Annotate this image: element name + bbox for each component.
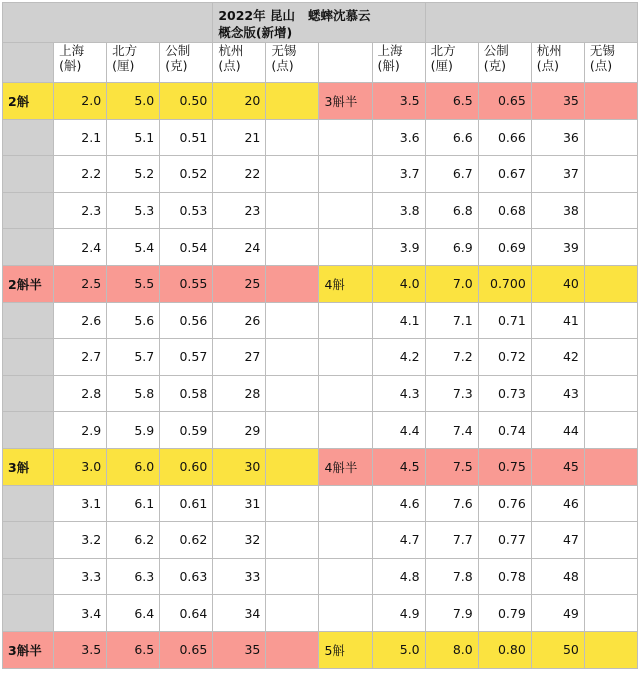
table-row bbox=[3, 631, 638, 668]
right-cell-gongzhi: 0.71 bbox=[478, 302, 531, 339]
right-cell-shanghai: 3.5 bbox=[372, 83, 425, 120]
right-cell-gongzhi: 0.69 bbox=[478, 229, 531, 266]
header-right-gongzhi: 公制 (克) bbox=[478, 43, 531, 83]
right-cell-beifang: 7.0 bbox=[425, 265, 478, 302]
left-cell-shanghai: 2.9 bbox=[54, 412, 107, 449]
left-cell-gongzhi: 0.54 bbox=[160, 229, 213, 266]
conversion-table bbox=[2, 2, 638, 669]
left-cell-hangzhou: 29 bbox=[213, 412, 266, 449]
right-cell-gongzhi: 0.67 bbox=[478, 156, 531, 193]
left-cell-gongzhi: 0.61 bbox=[160, 485, 213, 522]
left-cell-hangzhou: 26 bbox=[213, 302, 266, 339]
right-cell-gongzhi: 0.78 bbox=[478, 558, 531, 595]
right-cell-hangzhou: 49 bbox=[531, 595, 584, 632]
right-cell-shanghai: 4.3 bbox=[372, 375, 425, 412]
right-cell-beifang: 7.4 bbox=[425, 412, 478, 449]
right-level-label bbox=[319, 339, 372, 376]
right-cell-beifang: 6.8 bbox=[425, 192, 478, 229]
left-cell-hangzhou: 28 bbox=[213, 375, 266, 412]
left-level-label bbox=[3, 302, 54, 339]
left-cell-shanghai: 3.5 bbox=[54, 631, 107, 668]
header-left-hangzhou: 杭州 (点) bbox=[213, 43, 266, 83]
right-cell-wuxi bbox=[584, 558, 637, 595]
left-level-label: 2斛 bbox=[3, 83, 54, 120]
header-right-hangzhou: 杭州 (点) bbox=[531, 43, 584, 83]
left-cell-beifang: 5.3 bbox=[107, 192, 160, 229]
right-cell-shanghai: 4.2 bbox=[372, 339, 425, 376]
right-cell-shanghai: 4.0 bbox=[372, 265, 425, 302]
right-cell-shanghai: 4.8 bbox=[372, 558, 425, 595]
table-row bbox=[3, 375, 638, 412]
left-cell-gongzhi: 0.63 bbox=[160, 558, 213, 595]
right-cell-beifang: 7.3 bbox=[425, 375, 478, 412]
left-cell-shanghai: 3.4 bbox=[54, 595, 107, 632]
right-cell-beifang: 8.0 bbox=[425, 631, 478, 668]
left-cell-shanghai: 2.1 bbox=[54, 119, 107, 156]
right-level-label bbox=[319, 119, 372, 156]
left-cell-wuxi bbox=[266, 265, 319, 302]
right-cell-hangzhou: 45 bbox=[531, 448, 584, 485]
right-cell-hangzhou: 44 bbox=[531, 412, 584, 449]
right-level-label: 4斛 bbox=[319, 265, 372, 302]
right-cell-hangzhou: 47 bbox=[531, 522, 584, 559]
right-level-label bbox=[319, 412, 372, 449]
left-cell-gongzhi: 0.57 bbox=[160, 339, 213, 376]
left-cell-hangzhou: 34 bbox=[213, 595, 266, 632]
table-row bbox=[3, 83, 638, 120]
right-cell-hangzhou: 39 bbox=[531, 229, 584, 266]
header-left-gongzhi: 公制 (克) bbox=[160, 43, 213, 83]
right-cell-beifang: 6.6 bbox=[425, 119, 478, 156]
right-cell-wuxi bbox=[584, 302, 637, 339]
table-row bbox=[3, 119, 638, 156]
right-cell-hangzhou: 42 bbox=[531, 339, 584, 376]
left-cell-hangzhou: 23 bbox=[213, 192, 266, 229]
left-cell-beifang: 5.4 bbox=[107, 229, 160, 266]
left-cell-hangzhou: 24 bbox=[213, 229, 266, 266]
left-level-label bbox=[3, 229, 54, 266]
right-cell-gongzhi: 0.80 bbox=[478, 631, 531, 668]
right-level-label bbox=[319, 302, 372, 339]
title-blank-left bbox=[3, 3, 213, 43]
right-level-label bbox=[319, 192, 372, 229]
right-cell-gongzhi: 0.68 bbox=[478, 192, 531, 229]
right-cell-beifang: 7.5 bbox=[425, 448, 478, 485]
left-cell-shanghai: 3.3 bbox=[54, 558, 107, 595]
table-row bbox=[3, 522, 638, 559]
left-cell-hangzhou: 30 bbox=[213, 448, 266, 485]
right-cell-hangzhou: 41 bbox=[531, 302, 584, 339]
right-cell-gongzhi: 0.66 bbox=[478, 119, 531, 156]
table-row bbox=[3, 595, 638, 632]
left-level-label bbox=[3, 375, 54, 412]
right-cell-beifang: 6.5 bbox=[425, 83, 478, 120]
title-line-2: 概念版(新增) bbox=[218, 25, 293, 40]
left-cell-gongzhi: 0.58 bbox=[160, 375, 213, 412]
left-cell-shanghai: 2.0 bbox=[54, 83, 107, 120]
right-cell-hangzhou: 36 bbox=[531, 119, 584, 156]
left-cell-shanghai: 2.4 bbox=[54, 229, 107, 266]
right-level-label: 5斛 bbox=[319, 631, 372, 668]
left-cell-shanghai: 2.3 bbox=[54, 192, 107, 229]
left-cell-gongzhi: 0.51 bbox=[160, 119, 213, 156]
left-cell-hangzhou: 25 bbox=[213, 265, 266, 302]
left-level-label: 2斛半 bbox=[3, 265, 54, 302]
left-level-label bbox=[3, 595, 54, 632]
right-cell-shanghai: 4.1 bbox=[372, 302, 425, 339]
right-level-label bbox=[319, 595, 372, 632]
right-cell-wuxi bbox=[584, 375, 637, 412]
right-cell-beifang: 7.9 bbox=[425, 595, 478, 632]
left-cell-shanghai: 2.7 bbox=[54, 339, 107, 376]
header-right-shanghai: 上海 (斛) bbox=[372, 43, 425, 83]
header-left-shanghai: 上海 (斛) bbox=[54, 43, 107, 83]
left-cell-gongzhi: 0.60 bbox=[160, 448, 213, 485]
header-right-beifang: 北方 (厘) bbox=[425, 43, 478, 83]
right-cell-hangzhou: 35 bbox=[531, 83, 584, 120]
right-cell-shanghai: 4.9 bbox=[372, 595, 425, 632]
left-level-label: 3斛 bbox=[3, 448, 54, 485]
left-cell-beifang: 6.3 bbox=[107, 558, 160, 595]
header-left-wuxi: 无锡 (点) bbox=[266, 43, 319, 83]
title-line-1: 2022年 昆山 蟋蟀沈慕云 bbox=[218, 8, 371, 23]
title-row bbox=[3, 3, 638, 43]
right-level-label bbox=[319, 229, 372, 266]
right-cell-beifang: 7.6 bbox=[425, 485, 478, 522]
table-row bbox=[3, 339, 638, 376]
right-cell-shanghai: 5.0 bbox=[372, 631, 425, 668]
left-cell-beifang: 5.6 bbox=[107, 302, 160, 339]
left-cell-hangzhou: 35 bbox=[213, 631, 266, 668]
left-cell-beifang: 5.1 bbox=[107, 119, 160, 156]
left-cell-gongzhi: 0.65 bbox=[160, 631, 213, 668]
left-level-label bbox=[3, 119, 54, 156]
right-cell-wuxi bbox=[584, 265, 637, 302]
left-cell-beifang: 6.1 bbox=[107, 485, 160, 522]
right-cell-beifang: 7.2 bbox=[425, 339, 478, 376]
right-cell-shanghai: 3.6 bbox=[372, 119, 425, 156]
left-cell-shanghai: 2.5 bbox=[54, 265, 107, 302]
left-cell-hangzhou: 21 bbox=[213, 119, 266, 156]
right-cell-wuxi bbox=[584, 119, 637, 156]
left-cell-hangzhou: 33 bbox=[213, 558, 266, 595]
right-cell-gongzhi: 0.72 bbox=[478, 339, 531, 376]
left-cell-gongzhi: 0.59 bbox=[160, 412, 213, 449]
left-cell-gongzhi: 0.56 bbox=[160, 302, 213, 339]
header-left-beifang: 北方 (厘) bbox=[107, 43, 160, 83]
table-row bbox=[3, 485, 638, 522]
left-level-label bbox=[3, 522, 54, 559]
right-cell-wuxi bbox=[584, 522, 637, 559]
left-cell-shanghai: 2.6 bbox=[54, 302, 107, 339]
left-cell-wuxi bbox=[266, 192, 319, 229]
left-cell-beifang: 6.5 bbox=[107, 631, 160, 668]
left-cell-gongzhi: 0.52 bbox=[160, 156, 213, 193]
left-cell-wuxi bbox=[266, 631, 319, 668]
right-cell-shanghai: 4.5 bbox=[372, 448, 425, 485]
right-cell-wuxi bbox=[584, 595, 637, 632]
left-cell-wuxi bbox=[266, 558, 319, 595]
table-row bbox=[3, 302, 638, 339]
right-cell-gongzhi: 0.77 bbox=[478, 522, 531, 559]
left-cell-wuxi bbox=[266, 229, 319, 266]
right-level-label bbox=[319, 156, 372, 193]
right-cell-shanghai: 3.8 bbox=[372, 192, 425, 229]
right-level-label bbox=[319, 558, 372, 595]
right-level-label bbox=[319, 522, 372, 559]
left-cell-beifang: 5.8 bbox=[107, 375, 160, 412]
left-cell-shanghai: 3.2 bbox=[54, 522, 107, 559]
left-cell-wuxi bbox=[266, 448, 319, 485]
left-cell-shanghai: 3.0 bbox=[54, 448, 107, 485]
right-cell-gongzhi: 0.74 bbox=[478, 412, 531, 449]
right-level-label bbox=[319, 375, 372, 412]
right-cell-wuxi bbox=[584, 192, 637, 229]
right-cell-beifang: 6.9 bbox=[425, 229, 478, 266]
left-cell-wuxi bbox=[266, 595, 319, 632]
left-cell-wuxi bbox=[266, 339, 319, 376]
right-cell-hangzhou: 40 bbox=[531, 265, 584, 302]
left-cell-beifang: 6.2 bbox=[107, 522, 160, 559]
left-level-label bbox=[3, 558, 54, 595]
left-cell-shanghai: 3.1 bbox=[54, 485, 107, 522]
header-corner-left bbox=[3, 43, 54, 83]
right-level-label bbox=[319, 485, 372, 522]
title-blank-right bbox=[425, 3, 637, 43]
right-cell-wuxi bbox=[584, 156, 637, 193]
left-cell-gongzhi: 0.55 bbox=[160, 265, 213, 302]
left-cell-beifang: 5.0 bbox=[107, 83, 160, 120]
left-cell-shanghai: 2.2 bbox=[54, 156, 107, 193]
table-row bbox=[3, 156, 638, 193]
left-cell-gongzhi: 0.50 bbox=[160, 83, 213, 120]
right-level-label: 4斛半 bbox=[319, 448, 372, 485]
table-row bbox=[3, 412, 638, 449]
right-cell-hangzhou: 50 bbox=[531, 631, 584, 668]
left-cell-gongzhi: 0.62 bbox=[160, 522, 213, 559]
left-level-label bbox=[3, 192, 54, 229]
left-cell-shanghai: 2.8 bbox=[54, 375, 107, 412]
left-cell-beifang: 5.7 bbox=[107, 339, 160, 376]
right-cell-beifang: 7.1 bbox=[425, 302, 478, 339]
left-cell-beifang: 5.5 bbox=[107, 265, 160, 302]
right-cell-shanghai: 3.9 bbox=[372, 229, 425, 266]
right-cell-wuxi bbox=[584, 631, 637, 668]
left-cell-wuxi bbox=[266, 119, 319, 156]
left-cell-hangzhou: 27 bbox=[213, 339, 266, 376]
right-cell-wuxi bbox=[584, 412, 637, 449]
right-cell-hangzhou: 38 bbox=[531, 192, 584, 229]
left-cell-hangzhou: 32 bbox=[213, 522, 266, 559]
right-cell-beifang: 7.7 bbox=[425, 522, 478, 559]
left-level-label: 3斛半 bbox=[3, 631, 54, 668]
right-cell-hangzhou: 43 bbox=[531, 375, 584, 412]
left-cell-beifang: 5.2 bbox=[107, 156, 160, 193]
left-cell-beifang: 6.4 bbox=[107, 595, 160, 632]
right-cell-shanghai: 4.6 bbox=[372, 485, 425, 522]
right-cell-shanghai: 4.4 bbox=[372, 412, 425, 449]
right-cell-shanghai: 4.7 bbox=[372, 522, 425, 559]
table-row bbox=[3, 448, 638, 485]
left-level-label bbox=[3, 339, 54, 376]
left-cell-beifang: 5.9 bbox=[107, 412, 160, 449]
right-cell-wuxi bbox=[584, 229, 637, 266]
left-cell-wuxi bbox=[266, 485, 319, 522]
right-cell-shanghai: 3.7 bbox=[372, 156, 425, 193]
left-level-label bbox=[3, 485, 54, 522]
table-row bbox=[3, 558, 638, 595]
right-cell-wuxi bbox=[584, 83, 637, 120]
left-cell-wuxi bbox=[266, 156, 319, 193]
left-cell-hangzhou: 22 bbox=[213, 156, 266, 193]
left-cell-hangzhou: 31 bbox=[213, 485, 266, 522]
header-right-wuxi: 无锡 (点) bbox=[584, 43, 637, 83]
right-cell-wuxi bbox=[584, 339, 637, 376]
right-cell-hangzhou: 48 bbox=[531, 558, 584, 595]
right-cell-gongzhi: 0.75 bbox=[478, 448, 531, 485]
left-cell-wuxi bbox=[266, 412, 319, 449]
left-level-label bbox=[3, 412, 54, 449]
right-cell-wuxi bbox=[584, 448, 637, 485]
right-cell-gongzhi: 0.76 bbox=[478, 485, 531, 522]
right-cell-gongzhi: 0.700 bbox=[478, 265, 531, 302]
right-cell-gongzhi: 0.73 bbox=[478, 375, 531, 412]
right-cell-hangzhou: 37 bbox=[531, 156, 584, 193]
right-level-label: 3斛半 bbox=[319, 83, 372, 120]
left-cell-gongzhi: 0.53 bbox=[160, 192, 213, 229]
left-cell-hangzhou: 20 bbox=[213, 83, 266, 120]
right-cell-beifang: 6.7 bbox=[425, 156, 478, 193]
left-cell-wuxi bbox=[266, 375, 319, 412]
table-row bbox=[3, 265, 638, 302]
left-level-label bbox=[3, 156, 54, 193]
table-row bbox=[3, 229, 638, 266]
left-cell-wuxi bbox=[266, 302, 319, 339]
header-row bbox=[3, 43, 638, 83]
right-cell-wuxi bbox=[584, 485, 637, 522]
right-cell-beifang: 7.8 bbox=[425, 558, 478, 595]
left-cell-wuxi bbox=[266, 83, 319, 120]
right-cell-gongzhi: 0.79 bbox=[478, 595, 531, 632]
table-title bbox=[213, 3, 425, 43]
left-cell-wuxi bbox=[266, 522, 319, 559]
table-row bbox=[3, 192, 638, 229]
left-cell-gongzhi: 0.64 bbox=[160, 595, 213, 632]
right-cell-gongzhi: 0.65 bbox=[478, 83, 531, 120]
header-corner-right bbox=[319, 43, 372, 83]
left-cell-beifang: 6.0 bbox=[107, 448, 160, 485]
right-cell-hangzhou: 46 bbox=[531, 485, 584, 522]
